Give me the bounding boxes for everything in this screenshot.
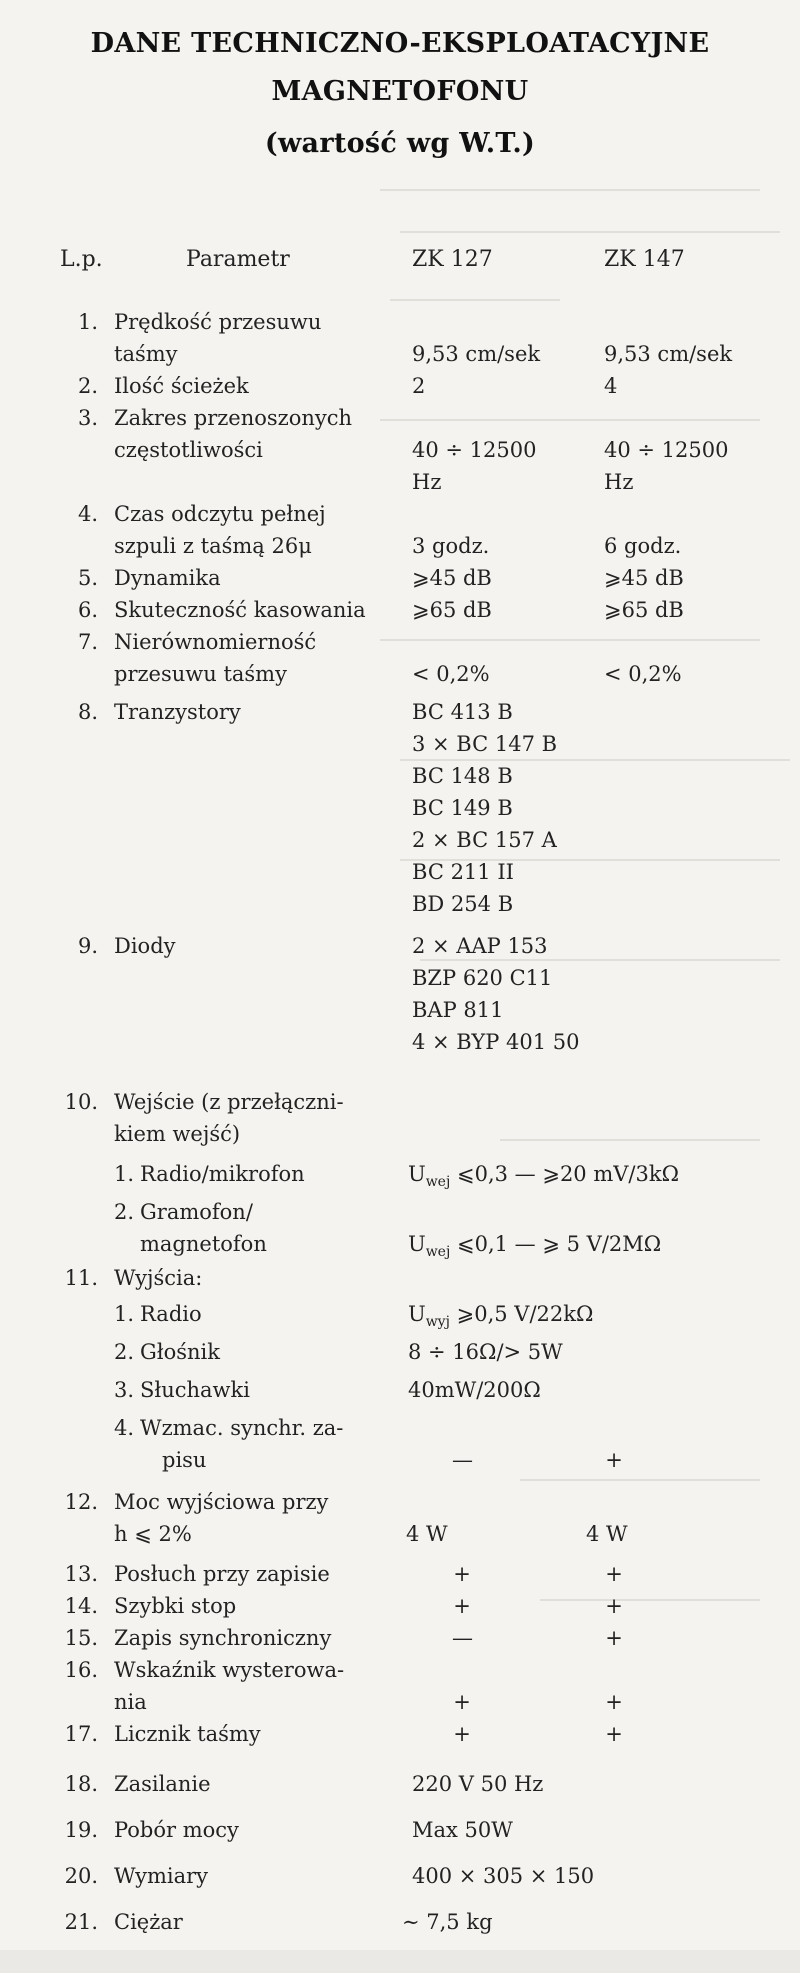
transistor-item: BC 148 B [412, 764, 513, 788]
row-number: 17. [64, 1722, 98, 1746]
parameter-name: Skuteczność kasowania [114, 598, 366, 622]
value-zk147: < 0,2% [604, 662, 682, 686]
value-zk147: 40 ÷ 12500 [604, 438, 729, 462]
value-zk147: + [605, 1626, 623, 1650]
transistor-item: 2 × BC 157 A [412, 828, 557, 852]
value-zk147: ⩾45 dB [604, 566, 684, 590]
title-line-3: (wartość wg W.T.) [264, 128, 536, 159]
value-zk127: < 0,2% [412, 662, 490, 686]
value-zk127: + [453, 1562, 471, 1586]
row-number: 11. [64, 1266, 98, 1290]
parameter-name: Posłuch przy zapisie [114, 1562, 330, 1586]
row-number: 19. [64, 1818, 98, 1842]
voltage-symbol: U [408, 1302, 426, 1326]
voltage-symbol: U [408, 1162, 426, 1186]
voltage-range: ⩾0,5 V/22kΩ [456, 1302, 594, 1326]
row-number: 10. [64, 1090, 98, 1114]
parameter-name: Dynamika [114, 566, 221, 590]
row-number: 3. [77, 406, 98, 430]
header-zk127: ZK 127 [412, 247, 493, 272]
voltage-subscript: wyj [425, 1314, 450, 1331]
row-number: 20. [64, 1864, 98, 1888]
value-common: ∼ 7,5 kg [402, 1910, 493, 1934]
value-zk147: 4 [604, 374, 618, 398]
parameter-name: Wymiary [114, 1864, 209, 1888]
parameter-name: Pobór mocy [114, 1818, 239, 1842]
parameter-name-cont: h ⩽ 2% [114, 1522, 192, 1546]
parameter-name: Czas odczytu pełnej [114, 502, 326, 526]
subitem-label: Słuchawki [140, 1378, 250, 1402]
row-number: 15. [64, 1626, 98, 1650]
value-zk127: 3 godz. [412, 534, 490, 558]
parameter-name: Wejście (z przełączni- [114, 1090, 344, 1114]
subitem-number: 2. [114, 1200, 135, 1224]
value-zk147: + [605, 1594, 623, 1618]
row-number: 5. [77, 566, 98, 590]
parameter-name-cont: częstotliwości [114, 438, 263, 462]
value-common: 400 × 305 × 150 [412, 1864, 595, 1888]
value-zk127: 40 ÷ 12500 [412, 438, 537, 462]
value-zk147: + [605, 1722, 623, 1746]
parameter-name: Ilość ścieżek [114, 374, 249, 398]
value-common: Max 50W [412, 1818, 513, 1842]
input-value [408, 1158, 679, 1198]
voltage-subscript: wej [425, 1244, 451, 1261]
value-zk147: 6 godz. [604, 534, 682, 558]
parameter-name: Ciężar [114, 1910, 183, 1934]
value-zk147: + [605, 1448, 623, 1472]
subitem-number: 2. [114, 1340, 135, 1364]
value-zk147: ⩾65 dB [604, 598, 684, 622]
value-zk127: 2 [412, 374, 426, 398]
header-parameter: Parametr [186, 247, 290, 272]
parameter-name: Nierównomierność [114, 630, 317, 654]
subitem-label-cont: pisu [162, 1448, 207, 1472]
value-zk127-unit: Hz [412, 470, 442, 494]
transistor-item: 3 × BC 147 B [412, 732, 558, 756]
subitem-label: Gramofon/ [140, 1200, 253, 1224]
title-line-2: MAGNETOFONU [271, 76, 529, 107]
value-zk147-unit: Hz [604, 470, 634, 494]
value-zk127: 9,53 cm/sek [412, 342, 541, 366]
subitem-number: 1. [114, 1162, 135, 1186]
value-common: 220 V 50 Hz [412, 1772, 544, 1796]
subitem-label: Radio/mikrofon [140, 1162, 305, 1186]
value-zk127: — [452, 1448, 473, 1472]
transistor-item: BC 413 B [412, 700, 513, 724]
value-zk147: 4 W [586, 1522, 628, 1546]
output-value: 8 ÷ 16Ω/> 5W [408, 1340, 563, 1364]
value-zk147: 9,53 cm/sek [604, 342, 733, 366]
parameter-name: Licznik taśmy [114, 1722, 261, 1746]
row-number: 1. [77, 310, 98, 334]
voltage-range: ⩽0,3 — ⩾20 mV/3kΩ [457, 1162, 679, 1186]
parameter-name: Zapis synchroniczny [114, 1626, 332, 1650]
parameter-name: Wyjścia: [114, 1266, 203, 1290]
row-number: 6. [77, 598, 98, 622]
title-line-1: DANE TECHNICZNO-EKSPLOATACYJNE [90, 28, 710, 59]
row-number: 4. [77, 502, 98, 526]
subitem-label-cont: magnetofon [140, 1232, 267, 1256]
parameter-name: Szybki stop [114, 1594, 237, 1618]
value-zk127: + [453, 1690, 471, 1714]
row-number: 18. [64, 1772, 98, 1796]
header-zk147: ZK 147 [604, 247, 685, 272]
diode-item: BZP 620 C11 [412, 966, 553, 990]
value-zk127: 4 W [406, 1522, 448, 1546]
voltage-subscript: wej [425, 1174, 451, 1191]
row-number: 13. [64, 1562, 98, 1586]
row-number: 2. [77, 374, 98, 398]
header-lp: L.p. [60, 247, 103, 272]
parameter-name-cont: taśmy [114, 342, 178, 366]
parameter-name: Tranzystory [114, 700, 241, 724]
parameter-name: Diody [114, 934, 176, 958]
diode-item: BAP 811 [412, 998, 504, 1022]
page-bottom-edge [0, 1950, 800, 1973]
input-value [408, 1228, 661, 1268]
parameter-name-cont: nia [114, 1690, 147, 1714]
row-number: 14. [64, 1594, 98, 1618]
row-number: 12. [64, 1490, 98, 1514]
parameter-name: Zakres przenoszonych [114, 406, 353, 430]
subitem-label: Wzmac. synchr. za- [140, 1416, 344, 1440]
diode-item: 2 × AAP 153 [412, 934, 548, 958]
value-zk147: + [605, 1562, 623, 1586]
output-value: 40mW/200Ω [408, 1378, 541, 1402]
row-number: 9. [77, 934, 98, 958]
subitem-number: 1. [114, 1302, 135, 1326]
parameter-name-cont: przesuwu taśmy [114, 662, 287, 686]
row-number: 7. [77, 630, 98, 654]
parameter-name: Wskaźnik wysterowa- [114, 1658, 345, 1682]
row-number: 8. [77, 700, 98, 724]
transistor-item: BC 149 B [412, 796, 513, 820]
parameter-name: Prędkość przesuwu [114, 310, 322, 334]
value-zk127: — [452, 1626, 473, 1650]
transistor-item: BD 254 B [412, 892, 514, 916]
subitem-number: 4. [114, 1416, 135, 1440]
value-zk127: + [453, 1594, 471, 1618]
subitem-label: Głośnik [140, 1340, 220, 1364]
value-zk127: ⩾65 dB [412, 598, 492, 622]
voltage-range: ⩽0,1 — ⩾ 5 V/2MΩ [457, 1232, 662, 1256]
voltage-symbol: U [408, 1232, 426, 1256]
output-value [408, 1298, 593, 1338]
parameter-name: Zasilanie [114, 1772, 211, 1796]
value-zk147: + [605, 1690, 623, 1714]
value-zk127: ⩾45 dB [412, 566, 492, 590]
diode-item: 4 × BYP 401 50 [412, 1030, 580, 1054]
subitem-number: 3. [114, 1378, 135, 1402]
value-zk127: + [453, 1722, 471, 1746]
transistor-item: BC 211 II [412, 860, 514, 884]
subitem-label: Radio [140, 1302, 202, 1326]
parameter-name: Moc wyjściowa przy [114, 1490, 329, 1514]
parameter-name-cont: kiem wejść) [114, 1122, 241, 1146]
parameter-name-cont: szpuli z taśmą 26μ [114, 534, 312, 558]
row-number: 16. [64, 1658, 98, 1682]
row-number: 21. [64, 1910, 98, 1934]
